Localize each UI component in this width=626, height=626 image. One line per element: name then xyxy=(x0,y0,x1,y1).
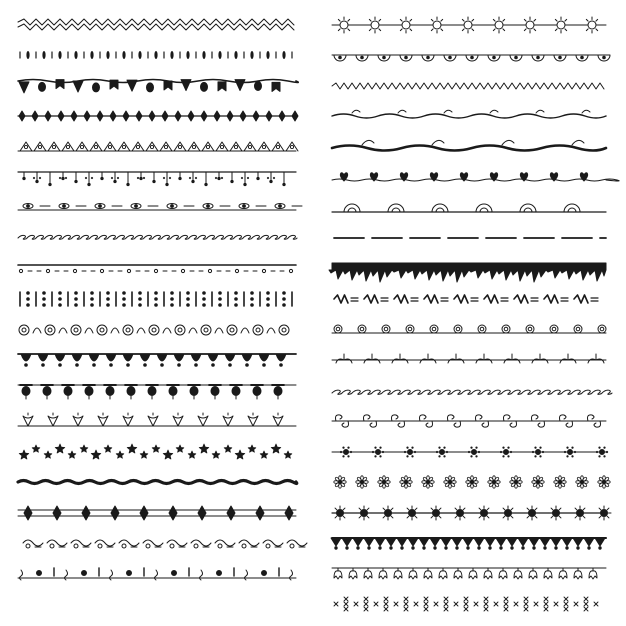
vertical-dash-border xyxy=(20,292,292,307)
bead-dash-border xyxy=(20,51,292,59)
